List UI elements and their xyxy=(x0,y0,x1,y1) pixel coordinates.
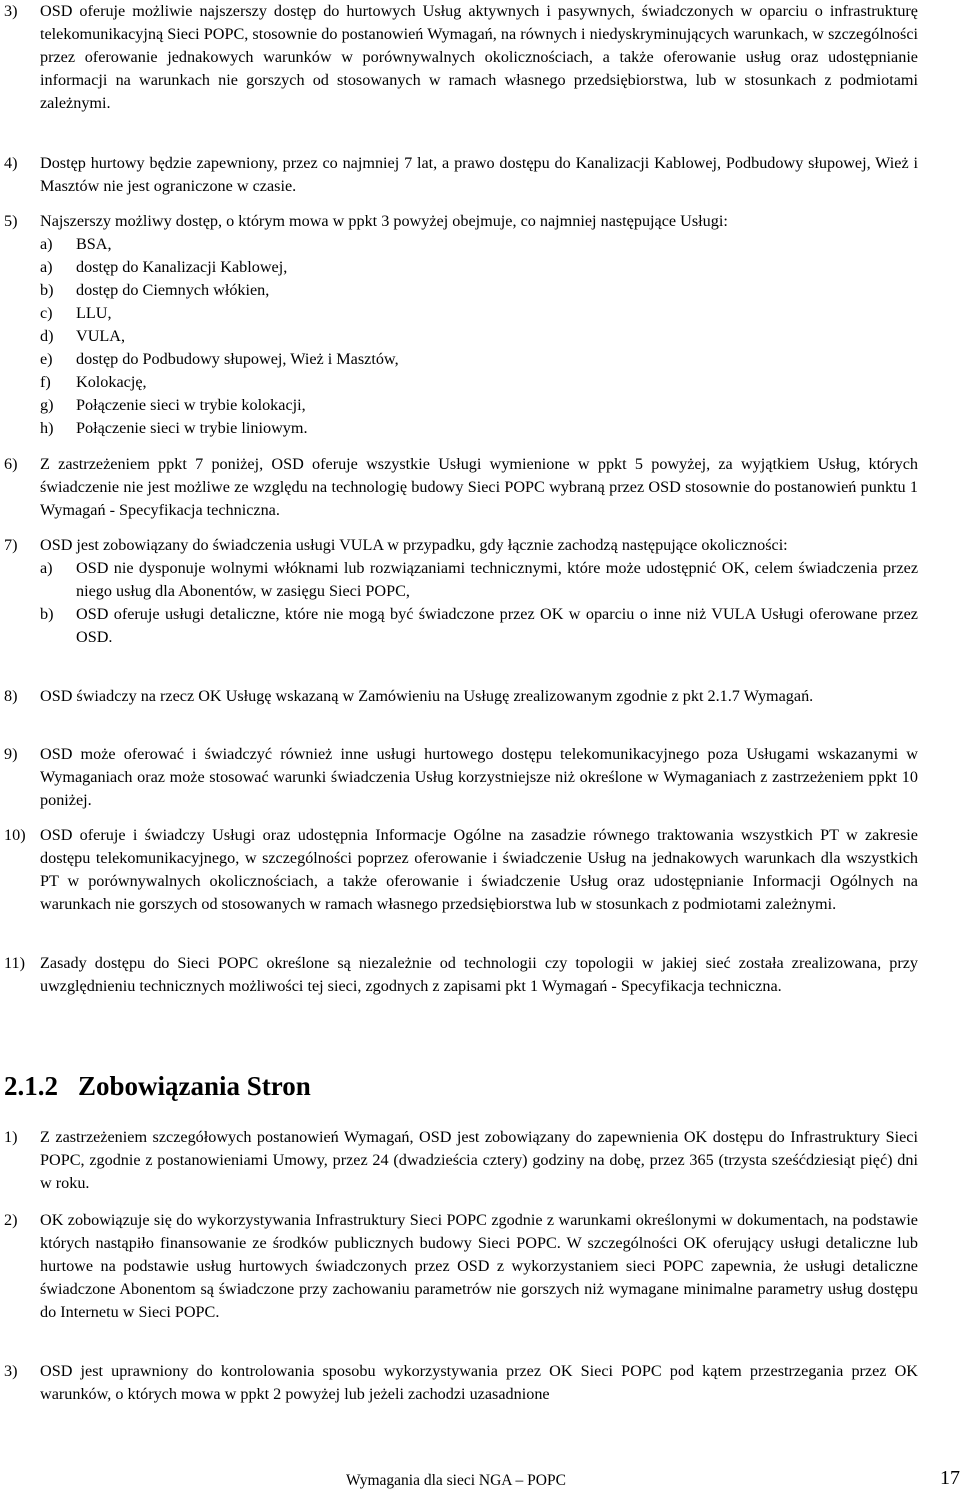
sub-item xyxy=(40,256,918,279)
section-title: Zobowiązania Stron xyxy=(78,1071,311,1101)
item-text: OSD świadczy na rzecz OK Usługę wskazaną w Zamówieniu na Usługę zrealizowanym zgodnie z pkt 2.1.7 Wymagań. xyxy=(40,687,814,705)
sub-item xyxy=(40,394,918,417)
sub-item xyxy=(40,325,918,348)
item-8 xyxy=(0,685,960,708)
item-number: 5) xyxy=(4,212,18,230)
item-9 xyxy=(0,743,960,812)
sub-text: dostęp do Ciemnych włókien, xyxy=(76,281,270,299)
item-number: 3) xyxy=(4,1362,18,1380)
sub-text: BSA, xyxy=(76,235,112,253)
item-11 xyxy=(0,952,960,998)
sub-letter: c) xyxy=(40,304,53,322)
item-6 xyxy=(0,453,960,522)
sub-item xyxy=(40,233,918,256)
item-text: Z zastrzeżeniem ppkt 7 poniżej, OSD oferuje wszystkie Usługi wymienione w ppkt 5 powyżej, za wyjątkiem Usług, których świadczenie nie jest możliwe ze względu na technologię budowy Sieci POPC wybraną przez OSD stosownie do postanowień punktu 1 Wymagań - Specyfikacja techniczna. xyxy=(40,455,918,519)
sub-letter: f) xyxy=(40,373,51,391)
sub-text: LLU, xyxy=(76,304,112,322)
sub-item xyxy=(40,603,918,649)
section-number: 2.1.2 xyxy=(4,1071,58,1101)
item-text: OSD jest uprawniony do kontrolowania sposobu wykorzystywania przez OK Sieci POPC pod kątem przestrzegania przez OK warunków, o których mowa w ppkt 2 powyżej lub jeżeli zachodzi uzasadnione xyxy=(40,1362,918,1403)
item-number: 10) xyxy=(4,826,26,844)
s2-item-1 xyxy=(0,1126,960,1195)
item-7 xyxy=(0,534,960,649)
item-3 xyxy=(0,0,960,115)
sub-text: dostęp do Podbudowy słupowej, Wież i Masztów, xyxy=(76,350,399,368)
item-text: Zasady dostępu do Sieci POPC określone są niezależnie od technologii czy topologii w jakiej sieć została zrealizowana, przy uwzględnieniu technicznych możliwości tej sieci, zgodnych z zapisami pkt 1 Wymagań - Specyfikacja techniczna. xyxy=(40,954,918,995)
item-number: 9) xyxy=(4,745,18,763)
item-5 xyxy=(0,210,960,440)
sub-item xyxy=(40,348,918,371)
page-number: 17 xyxy=(940,1467,960,1489)
sub-item xyxy=(40,417,918,440)
item-10 xyxy=(0,824,960,916)
sub-item xyxy=(40,302,918,325)
item-text: Najszerszy możliwy dostęp, o którym mowa w ppkt 3 powyżej obejmuje, co najmniej następujące Usługi: xyxy=(40,212,728,230)
item-text: OSD może oferować i świadczyć również inne usługi hurtowego dostępu telekomunikacyjnego poza Usługami wskazanymi w Wymaganiach oraz może stosować warunki świadczenia Usług korzystniejsze niż określone w Wymaganiach z zastrzeżeniem ppkt 10 poniżej. xyxy=(40,745,918,809)
item-4 xyxy=(0,152,960,198)
sub-letter: a) xyxy=(40,235,53,253)
item-number: 2) xyxy=(4,1211,18,1229)
sub-letter: a) xyxy=(40,559,53,577)
item-number: 4) xyxy=(4,154,18,172)
sub-item xyxy=(40,557,918,603)
item-number: 3) xyxy=(4,2,18,20)
sub-text: OSD oferuje usługi detaliczne, które nie mogą być świadczone przez OK w oparciu o inne niż VULA Usługi oferowane przez OSD. xyxy=(76,605,918,646)
item-number: 1) xyxy=(4,1128,18,1146)
item-text: OSD jest zobowiązany do świadczenia usługi VULA w przypadku, gdy łącznie zachodzą następujące okoliczności: xyxy=(40,536,788,554)
sub-letter: d) xyxy=(40,327,54,345)
item-number: 8) xyxy=(4,687,18,705)
sub-letter: b) xyxy=(40,281,54,299)
sub-text: OSD nie dysponuje wolnymi włóknami lub rozwiązaniami technicznymi, które może udostępnić OK, celem świadczenia przez niego usług dla Abonentów, w zasięgu Sieci POPC, xyxy=(76,559,918,600)
item-number: 7) xyxy=(4,536,18,554)
sub-letter: b) xyxy=(40,605,54,623)
sub-text: Kolokację, xyxy=(76,373,147,391)
sub-letter: a) xyxy=(40,258,53,276)
item-number: 11) xyxy=(4,954,25,972)
sub-letter: g) xyxy=(40,396,54,414)
s2-item-3 xyxy=(0,1360,960,1406)
sub-text: VULA, xyxy=(76,327,126,345)
item-text: OK zobowiązuje się do wykorzystywania Infrastruktury Sieci POPC zgodnie z warunkami określonymi w dokumentach, na podstawie których nastąpiło finansowanie ze środków publicznych budowy Sieci POPC. W szczególności OK oferujący usługi detaliczne lub hurtowe na podstawie usług hurtowych świadczonych przez OSD z wykorzystaniem sieci POPC zapewnia, że usługi detaliczne świadczone Abonentom są świadczone przy zachowaniu parametrów nie gorszych niż wymagane minimalne parametry usług dostępu do Internetu w Sieci POPC. xyxy=(40,1211,918,1321)
item-text: OSD oferuje i świadczy Usługi oraz udostępnia Informacje Ogólne na zasadzie równego traktowania wszystkich PT w zakresie dostępu telekomunikacyjnego, w szczególności poprzez oferowanie i świadczenie Usług na jednakowych warunkach dla wszystkich PT w porównywalnych okolicznościach, a także oferowanie i świadczenie Usług oraz udostępnianie Informacji Ogólnych na warunkach nie gorszych od stosowanych w ramach własnego przedsiębiorstwa lub w stosunkach z podmiotami zależnymi. xyxy=(40,826,918,913)
sub-text: Połączenie sieci w trybie liniowym. xyxy=(76,419,308,437)
sub-text: Połączenie sieci w trybie kolokacji, xyxy=(76,396,306,414)
item-text: Z zastrzeżeniem szczegółowych postanowień Wymagań, OSD jest zobowiązany do zapewnienia OK dostępu do Infrastruktury Sieci POPC, zgodnie z postanowieniami Umowy, przez 24 (dwadzieścia cztery) godziny na dobę, przez 365 (trzysta sześćdziesiąt pięć) dni w roku. xyxy=(40,1128,918,1192)
sub-item xyxy=(40,279,918,302)
item-number: 6) xyxy=(4,455,18,473)
item-text: Dostęp hurtowy będzie zapewniony, przez co najmniej 7 lat, a prawo dostępu do Kanalizacji Kablowej, Podbudowy słupowej, Wież i Masztów nie jest ograniczone w czasie. xyxy=(40,154,918,195)
item-text: OSD oferuje możliwie najszerszy dostęp do hurtowych Usług aktywnych i pasywnych, świadczonych w oparciu o infrastrukturę telekomunikacyjną Sieci POPC, stosownie do postanowień Wymagań, na równych i niedyskryminujących warunkach, w szczególności przez oferowanie jednakowych warunków w porównywalnych okolicznościach, a także oferowanie usług oraz udostępnianie informacji na warunkach nie gorszych od stosowanych w ramach własnego przedsiębiorstwa, lub w stosunkach z podmiotami zależnymi. xyxy=(40,2,918,112)
sub-text: dostęp do Kanalizacji Kablowej, xyxy=(76,258,288,276)
sub-item xyxy=(40,371,918,394)
footer-title: Wymagania dla sieci NGA – POPC xyxy=(346,1472,566,1489)
s2-item-2 xyxy=(0,1209,960,1324)
sub-letter: h) xyxy=(40,419,54,437)
sub-letter: e) xyxy=(40,350,53,368)
section-heading xyxy=(4,1069,311,1103)
